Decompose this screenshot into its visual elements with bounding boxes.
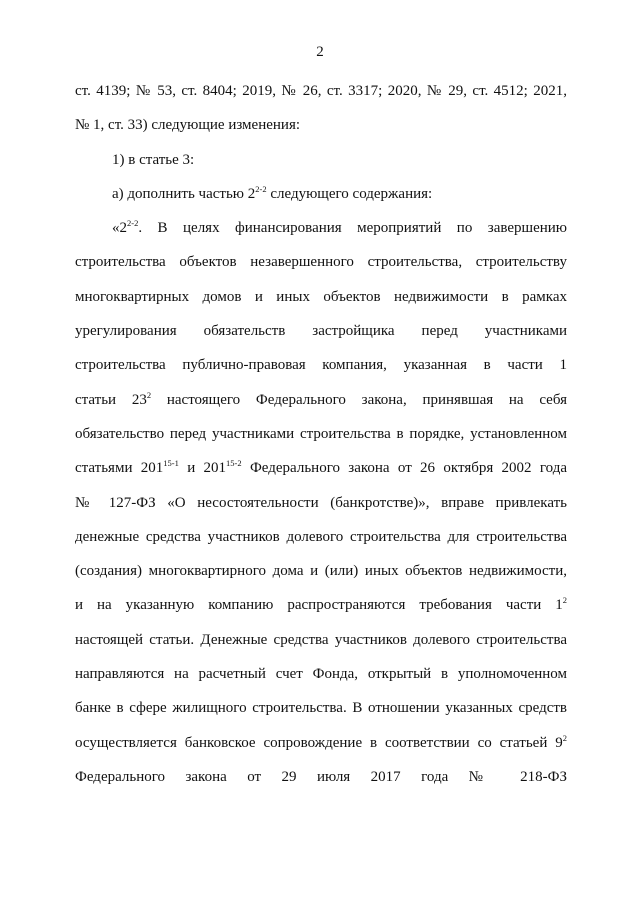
text-line: статьи $23^2$ настоящего Федерального закона, принявшая на себя: [75, 389, 567, 408]
text-line: урегулирования обязательств застройщика перед участниками: [75, 323, 567, 340]
text-line: ст. 4139; № 53, ст. 8404; 2019, № 26, ст. 3317; 2020, № 29, ст. 4512; 2021,: [75, 83, 567, 99]
text-line: строительства публично-правовая компания, указанная в части 1: [75, 357, 567, 374]
text-line: настоящей статьи. Денежные средства участников долевого строительства: [75, 631, 567, 648]
list-item-heading: 1) в статье 3:: [112, 151, 195, 168]
text-line: № 127-ФЗ «О несостоятельности (банкротстве)», вправе привлекать: [75, 494, 567, 511]
text-line: многоквартирных домов и иных объектов недвижимости в рамках: [75, 288, 567, 305]
text-line: статьями 201$^{15-1}$ и 201$^{15-2}$ Федерального закона от 26 октября 2002 года: [75, 458, 568, 477]
page-number: 2: [316, 44, 324, 60]
text-line: строительства объектов незавершенного строительства, строительству: [75, 254, 567, 271]
list-subitem-heading: а) дополнить частью 2$^{2-2}$ следующего содержания:: [112, 183, 433, 202]
text-line: банке в сфере жилищного строительства. В отношении указанных средств: [75, 700, 567, 717]
text-line: направляются на расчетный счет Фонда, открытый в уполномоченном: [75, 666, 567, 683]
paragraph-start-line: «2$^{2-2}$. В целях финансирования мероприятий по завершению: [112, 218, 567, 237]
text-line: денежные средства участников долевого строительства для строительства: [75, 528, 567, 545]
text-line: и на указанную компанию распространяются требования части $1^2$: [75, 595, 567, 614]
text-line: обязательство перед участниками строительства в порядке, установленном: [75, 425, 567, 442]
text-line: (создания) многоквартирного дома и (или) иных объектов недвижимости,: [75, 563, 567, 580]
document-body: [75, 74, 567, 794]
text-line: № 1, ст. 33) следующие изменения:: [75, 117, 301, 134]
text-line: осуществляется банковское сопровождение в соответствии со статьей $9^2$: [75, 732, 567, 751]
text-line: Федерального закона от 29 июля 2017 года № 218-ФЗ: [75, 768, 567, 785]
